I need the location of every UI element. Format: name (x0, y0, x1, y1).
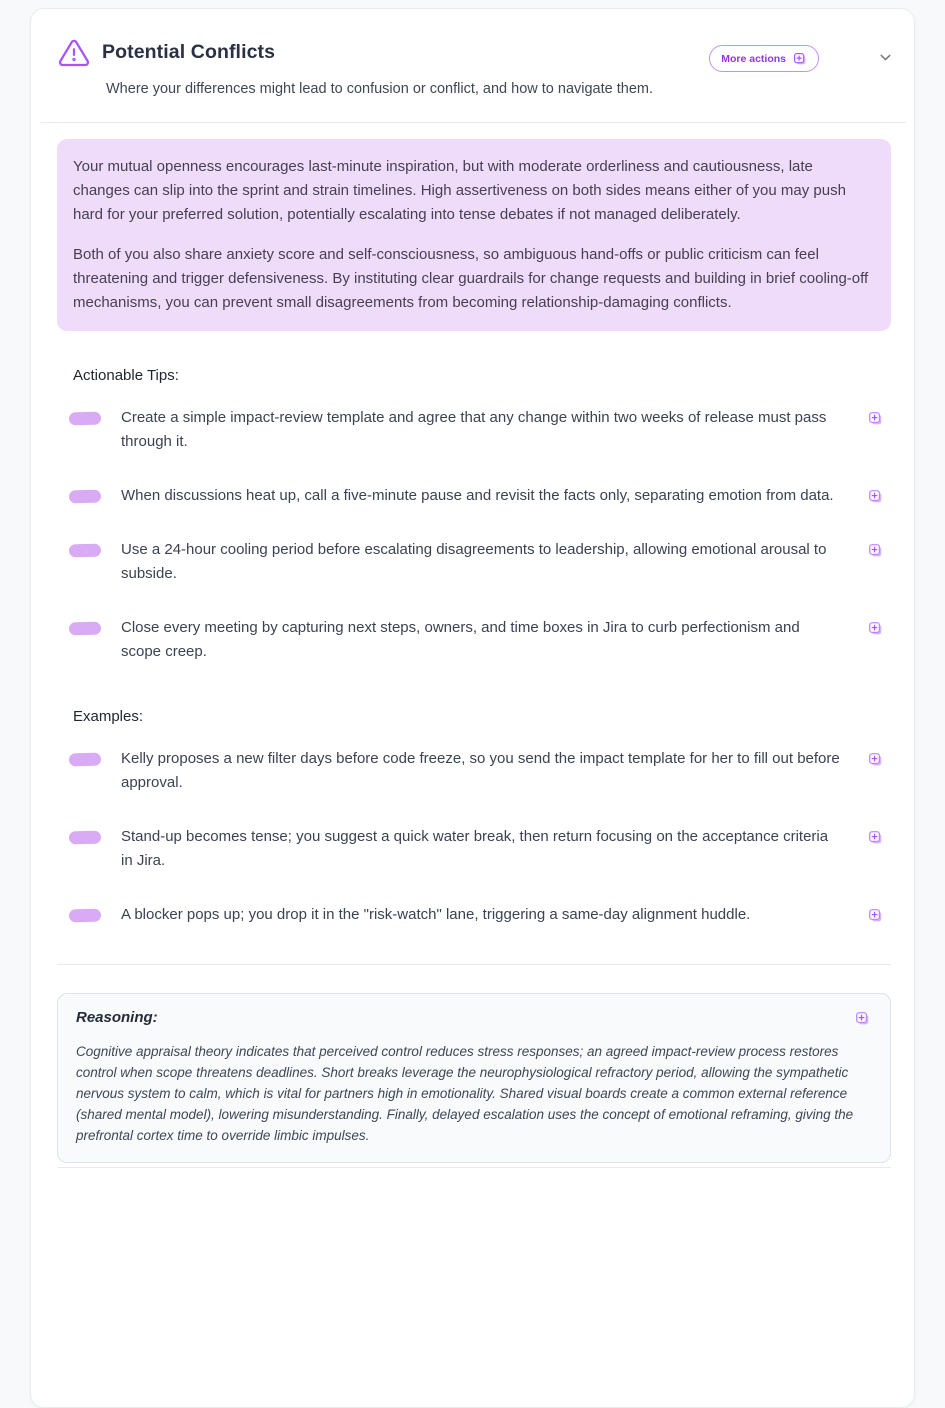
more-actions-label: More actions (721, 52, 786, 65)
bullet-pill-icon (69, 412, 101, 426)
tip-item (57, 406, 891, 454)
more-actions-button[interactable] (709, 45, 819, 72)
chevron-down-icon (877, 49, 894, 69)
card-content (31, 123, 914, 1168)
potential-conflicts-card (30, 8, 915, 1408)
tip-text: Create a simple impact-review template and agree that any change within two weeks of release must pass through it. (121, 409, 827, 450)
reasoning-text: Cognitive appraisal theory indicates that perceived control reduces stress responses; an agreed impact-review process restores control when scope threatens deadlines. Short breaks leverage the neurophysiological refractory period, allowing the sympathetic nervous system to calm, which is vital for partners high in emotionality. Shared visual boards create a common external reference (shared mental model), lowering misunderstanding. Finally, delayed escalation uses the concept of emotional reframing, giving the prefrontal cortex time to override limbic impulses. (76, 1044, 854, 1143)
example-item (57, 903, 891, 927)
header-main (58, 36, 709, 99)
bullet-pill-icon (69, 544, 101, 558)
bullet-pill-icon (69, 831, 101, 845)
collapse-section-button[interactable] (875, 47, 896, 71)
reasoning-box (57, 993, 891, 1163)
tip-item (57, 538, 891, 586)
example-item (57, 825, 891, 873)
tip-text: Use a 24-hour cooling period before escalating disagreements to leadership, allowing emotional arousal to subside. (121, 541, 827, 582)
bullet-pill-icon (69, 753, 101, 767)
examples-heading: Examples: (73, 708, 144, 725)
section-divider (57, 964, 891, 965)
example-text: Stand-up becomes tense; you suggest a quick water break, then return focusing on the acceptance criteria in Jira. (121, 828, 829, 869)
add-example-note-button[interactable] (866, 828, 885, 847)
card-header (31, 9, 914, 99)
tip-text: When discussions heat up, call a five-minute pause and revisit the facts only, separating emotion from data. (121, 487, 834, 504)
summary-paragraph: Both of you also share anxiety score and self-consciousness, so ambiguous hand-offs or public criticism can feel threatening and trigger defensiveness. By instituting clear guardrails for change requests and building in brief cooling-off mechanisms, you can prevent small disagreements from becoming relationship-damaging conflicts. (73, 246, 869, 311)
example-item (57, 747, 891, 795)
reasoning-header (76, 1009, 872, 1028)
add-example-note-button[interactable] (866, 750, 885, 769)
bottom-divider (57, 1167, 891, 1168)
bullet-pill-icon (69, 909, 101, 923)
example-text: Kelly proposes a new filter days before code freeze, so you send the impact template for her to fill out before approval. (121, 750, 840, 791)
summary-paragraph: Your mutual openness encourages last-minute inspiration, but with moderate orderliness and cautiousness, late changes can slip into the sprint and strain timelines. High assertiveness on both sides means either of you may push hard for your preferred solution, potentially escalating into tense debates if not managed deliberately. (73, 158, 846, 223)
add-tip-note-button[interactable] (866, 619, 885, 638)
tip-text: Close every meeting by capturing next steps, owners, and time boxes in Jira to curb perfectionism and scope creep. (121, 619, 800, 660)
bullet-pill-icon (69, 490, 101, 504)
add-tip-note-button[interactable] (866, 409, 885, 428)
header-actions (709, 36, 896, 72)
example-text: A blocker pops up; you drop it in the "risk-watch" lane, triggering a same-day alignment huddle. (121, 906, 751, 923)
reasoning-heading: Reasoning: (76, 1009, 158, 1026)
bullet-pill-icon (69, 622, 101, 636)
tips-list (57, 406, 891, 664)
examples-list (57, 747, 891, 927)
add-reasoning-note-button[interactable] (853, 1009, 872, 1028)
add-example-note-button[interactable] (866, 906, 885, 925)
page-title: Potential Conflicts (102, 41, 276, 63)
add-tip-note-button[interactable] (866, 487, 885, 506)
add-note-icon (793, 52, 807, 66)
add-tip-note-button[interactable] (866, 541, 885, 560)
summary-highlight-box (57, 139, 891, 331)
tip-item (57, 484, 891, 508)
tip-item (57, 616, 891, 664)
actionable-tips-heading: Actionable Tips: (73, 367, 179, 384)
warning-triangle-icon (58, 37, 90, 69)
page-subtitle: Where your differences might lead to confusion or conflict, and how to navigate them. (106, 81, 654, 97)
